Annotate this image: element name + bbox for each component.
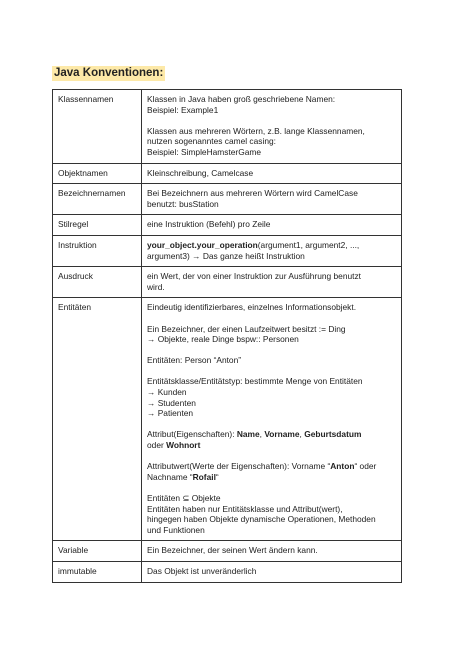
- bold-term: Name: [236, 429, 260, 440]
- definition-text: (argument1, argument2, ...,: [257, 239, 360, 250]
- definition-line: Entitäten haben nur Entitätsklasse und Attribut(wert),: [147, 503, 343, 514]
- definition-text: Attributwert(Werte der Eigenschaften): Vorname “: [147, 461, 331, 472]
- definition-line: Ein Bezeichner, der einen Laufzeitwert besitzt := Ding: [147, 323, 346, 334]
- bold-term: Vorname: [264, 429, 300, 440]
- term-cell: Bezeichnernamen: [53, 184, 142, 215]
- definition-text: “ oder: [354, 461, 377, 472]
- definition-cell: [142, 541, 402, 562]
- table-row: [53, 215, 402, 236]
- definition-line: → Patienten: [147, 408, 194, 419]
- definition-line: [147, 240, 396, 251]
- definition-line: Entitäten ⊆ Objekte: [147, 493, 221, 503]
- term-cell: Ausdruck: [53, 267, 142, 298]
- definition-line: hingegen haben Objekte dynamische Operationen, Methoden: [147, 514, 376, 525]
- definition-line: → Studenten: [147, 397, 196, 408]
- table-row: [53, 184, 402, 215]
- definition-line: eine Instruktion (Befehl) pro Zeile: [147, 219, 271, 230]
- definition-text: Nachname “: [147, 471, 193, 482]
- table-row: [53, 541, 402, 562]
- definition-line: Beispiel: SimpleHamsterGame: [147, 146, 262, 157]
- definition-cell: [142, 267, 402, 298]
- definition-text: Attribut(Eigenschaften):: [147, 429, 237, 440]
- definition-text: oder: [147, 440, 167, 451]
- term-cell: Variable: [53, 541, 142, 562]
- definition-line: argument3) → Das ganze heißt Instruktion: [147, 250, 305, 261]
- definition-line: und Funktionen: [147, 524, 205, 535]
- table-row: [53, 163, 402, 184]
- code-snippet: your_object.your_operation: [147, 239, 258, 250]
- definition-line: [147, 429, 396, 440]
- definition-cell: [142, 561, 402, 582]
- definition-line: [147, 472, 396, 483]
- definition-line: → Objekte, reale Dinge bspw:: Personen: [147, 334, 299, 345]
- definition-line: Eindeutig identifizierbares, einzelnes Informationsobjekt.: [147, 302, 357, 313]
- definition-line: Klassen aus mehreren Wörtern, z.B. lange Klassennamen,: [147, 125, 365, 136]
- definition-line: wird.: [147, 281, 165, 292]
- definition-line: Beispiel: Example1: [147, 104, 219, 115]
- definition-text: ,: [259, 429, 265, 440]
- conventions-table: [52, 89, 402, 583]
- bold-term: Wohnort: [166, 440, 201, 451]
- definition-cell: [142, 90, 402, 164]
- term-cell: Klassennamen: [53, 90, 142, 164]
- term-cell: Objektnamen: [53, 163, 142, 184]
- definition-cell: [142, 298, 402, 541]
- definition-line: [147, 461, 396, 472]
- definition-text: ,: [299, 429, 305, 440]
- definition-line: Klassen in Java haben groß geschriebene Namen:: [147, 94, 336, 104]
- term-cell: immutable: [53, 561, 142, 582]
- term-cell: Instruktion: [53, 235, 142, 266]
- definition-line: Ein Bezeichner, der seinen Wert ändern kann.: [147, 545, 318, 556]
- definition-line: ein Wert, der von einer Instruktion zur Ausführung benutzt: [147, 271, 361, 282]
- bold-term: Anton: [330, 461, 355, 472]
- definition-line: nutzen sogenanntes camel casing:: [147, 136, 276, 147]
- definition-line: [147, 440, 396, 451]
- term-cell: Entitäten: [53, 298, 142, 541]
- definition-line: Kleinschreibung, Camelcase: [147, 167, 254, 178]
- term-cell: Stilregel: [53, 215, 142, 236]
- bold-term: Geburtsdatum: [304, 429, 362, 440]
- definition-cell: [142, 184, 402, 215]
- bold-term: Rofail: [192, 471, 216, 482]
- table-row: [53, 561, 402, 582]
- definition-line: Entitäten: Person “Anton”: [147, 355, 242, 366]
- definition-line: benutzt: busStation: [147, 198, 219, 209]
- page-title: Java Konventionen:: [54, 67, 164, 79]
- table-row: [53, 235, 402, 266]
- definition-text: “: [215, 471, 219, 482]
- table-row: [53, 90, 402, 164]
- definition-line: → Kunden: [147, 387, 187, 398]
- definition-cell: [142, 215, 402, 236]
- definition-line: Bei Bezeichnern aus mehreren Wörtern wird CamelCase: [147, 188, 358, 199]
- definition-line: Das Objekt ist unveränderlich: [147, 565, 257, 576]
- definition-line: Entitätsklasse/Entitätstyp: bestimmte Menge von Entitäten: [147, 376, 363, 387]
- definition-cell: [142, 235, 402, 266]
- table-row: [53, 267, 402, 298]
- table-row: [53, 298, 402, 541]
- definition-cell: [142, 163, 402, 184]
